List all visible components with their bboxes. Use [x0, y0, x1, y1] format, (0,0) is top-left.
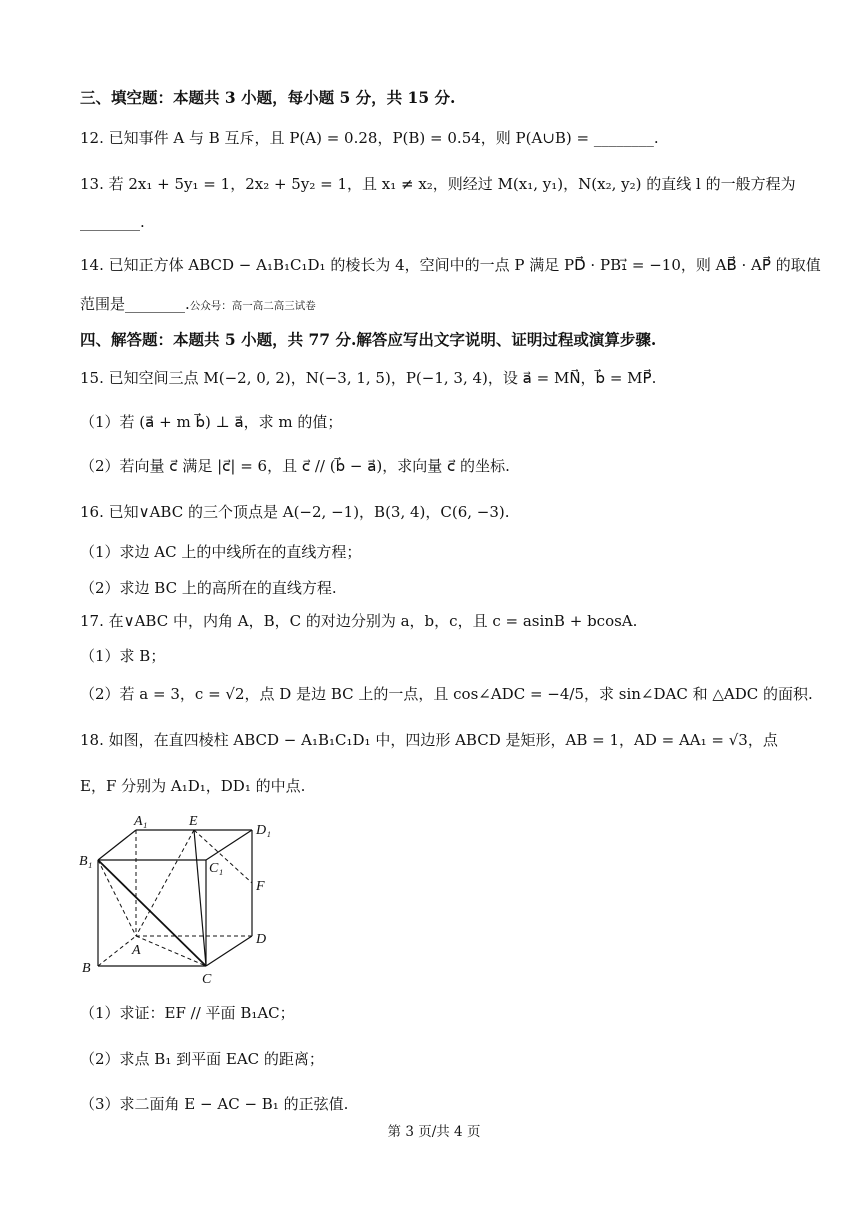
edge-c1-d1 — [206, 830, 252, 860]
question-15-part-1: （1）若 (a⃗ + m b⃗) ⊥ a⃗，求 m 的值； — [80, 413, 343, 431]
question-16-part-2: （2）求边 BC 上的高所在的直线方程. — [80, 579, 337, 597]
label-e: E — [189, 814, 198, 829]
segment-b1-a — [98, 860, 136, 936]
segment-b1-c — [98, 860, 206, 966]
label-c1: C₁ — [209, 861, 224, 876]
label-f: F — [256, 879, 265, 894]
label-b1: B₁ — [79, 854, 93, 869]
section-3-heading: 三、填空题：本题共 3 小题，每小题 5 分，共 15 分. — [80, 88, 456, 107]
question-17-stem: 17. 在∨ABC 中，内角 A，B，C 的对边分别为 a，b，c，且 c = asinB + bcosA. — [80, 612, 638, 630]
question-16-stem: 16. 已知∨ABC 的三个顶点是 A(−2, −1)，B(3, 4)，C(6, −3). — [80, 503, 510, 521]
edge-b-a — [98, 936, 136, 966]
question-18-part-1: （1）求证：EF // 平面 B₁AC； — [80, 1004, 295, 1022]
edge-b1-a1 — [98, 830, 136, 860]
question-18-line-1: 18. 如图，在直四棱柱 ABCD − A₁B₁C₁D₁ 中，四边形 ABCD 是矩形，AB = 1，AD = AA₁ = √3，点 — [80, 731, 778, 749]
question-12: 12. 已知事件 A 与 B 互斥，且 P(A) = 0.28，P(B) = 0.54，则 P(A∪B) = ________. — [80, 129, 659, 147]
label-a: A — [132, 943, 141, 958]
question-17-part-1: （1）求 B； — [80, 647, 166, 665]
question-15-stem: 15. 已知空间三点 M(−2, 0, 2)，N(−3, 1, 5)，P(−1, 3, 4)，设 a⃗ = MN⃗，b⃗ = MP⃗. — [80, 369, 657, 387]
segment-e-a — [136, 830, 194, 936]
question-18-part-3: （3）求二面角 E − AC − B₁ 的正弦值. — [80, 1095, 349, 1113]
segment-e-c — [194, 830, 206, 966]
label-b: B — [82, 961, 91, 976]
watermark-text: 公众号：高一高二高三试卷 — [189, 300, 316, 312]
edge-c-d — [206, 936, 252, 966]
section-4-heading: 四、解答题：本题共 5 小题，共 77 分.解答应写出文字说明、证明过程或演算步骤. — [80, 330, 657, 349]
label-d1: D₁ — [256, 823, 271, 838]
label-c: C — [202, 972, 212, 987]
label-d: D — [256, 932, 267, 947]
question-17-part-2: （2）若 a = 3，c = √2，点 D 是边 BC 上的一点，且 cos∠ADC = −4/5，求 sin∠DAC 和 △ADC 的面积. — [80, 685, 813, 703]
question-13-line-2: ________. — [80, 213, 145, 231]
question-14-line-2-text: 范围是________. — [80, 295, 190, 313]
label-a1: A₁ — [134, 814, 148, 829]
question-18-line-2: E，F 分别为 A₁D₁，DD₁ 的中点. — [80, 777, 306, 795]
question-13-line-1: 13. 若 2x₁ + 5y₁ = 1，2x₂ + 5y₂ = 1，且 x₁ ≠ x₂，则经过 M(x₁, y₁)，N(x₂, y₂) 的直线 l 的一般方程为 — [80, 175, 796, 193]
question-15-part-2: （2）若向量 c⃗ 满足 |c⃗| = 6，且 c⃗ // (b⃗ − a⃗)，求向量 c⃗ 的坐标. — [80, 457, 510, 475]
question-14-line-1: 14. 已知正方体 ABCD − A₁B₁C₁D₁ 的棱长为 4，空间中的一点 P 满足 PD⃗ · PB₁⃗ = −10，则 AB⃗ · AP⃗ 的取值 — [80, 256, 821, 274]
question-16-part-1: （1）求边 AC 上的中线所在的直线方程； — [80, 543, 362, 561]
prism-figure — [76, 808, 286, 988]
page-footer: 第 3 页/共 4 页 — [387, 1124, 481, 1140]
question-14-line-2 — [80, 294, 838, 316]
question-18-part-2: （2）求点 B₁ 到平面 EAC 的距离； — [80, 1050, 324, 1068]
segment-a-c — [136, 936, 206, 966]
